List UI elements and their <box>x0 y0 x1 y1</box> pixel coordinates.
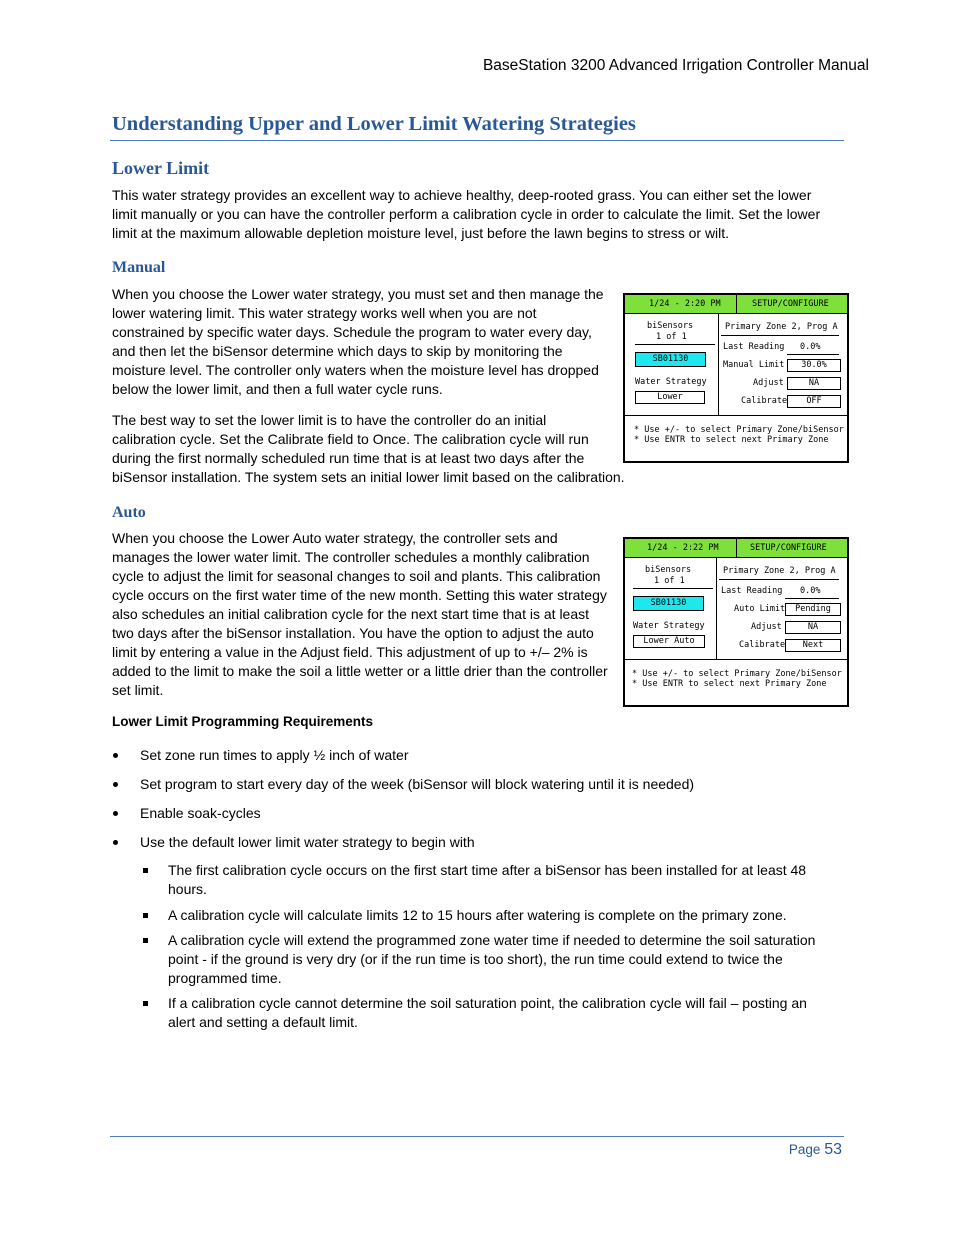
manual-paragraph-2-end: biSensor installation. The system sets an initial lower limit based on the calibration. <box>112 469 625 485</box>
last-reading-label: Last Reading <box>721 586 783 596</box>
limit-value: 30.0% <box>787 359 841 372</box>
bullet-marker <box>113 811 118 816</box>
controller-screen-auto <box>623 537 849 707</box>
requirement-sub-item: A calibration cycle will calculate limits 12 to 15 hours after watering is complete on the primary zone. <box>168 907 787 923</box>
limit-label: Manual Limit <box>723 360 785 370</box>
calibrate-value: OFF <box>787 395 841 408</box>
water-strategy-label: Water Strategy <box>635 377 707 387</box>
adjust-label: Adjust <box>753 378 784 388</box>
adjust-value: NA <box>785 621 841 634</box>
last-reading-value: 0.0% <box>800 586 821 596</box>
screen-help-2: * Use ENTR to select next Primary Zone <box>634 435 829 445</box>
sub-bullet-marker <box>143 1001 148 1006</box>
water-strategy-value: Lower <box>635 391 705 404</box>
manual-paragraph-2: The best way to set the lower limit is to have the controller do an initial calibration cycle. Set the Calibrate field to Once. The calibration cycle will run during the first normally scheduled run time that is at least two days after the <box>112 412 589 466</box>
section-title: Understanding Upper and Lower Limit Watering Strategies <box>112 113 636 135</box>
title-divider <box>110 140 844 141</box>
screen-help-1: * Use +/- to select Primary Zone/biSensor <box>632 669 842 679</box>
bisensors-label: biSensors <box>647 321 694 331</box>
bisensors-label: biSensors <box>645 565 692 575</box>
screen-status-bar <box>625 539 847 558</box>
bisensor-count: 1 of 1 <box>656 332 687 342</box>
manual-paragraph-1: When you choose the Lower water strategy, you must set and then manage the lower watering limit. This water strategy works well when you are not constrained by specific water days. Schedule the program to water every day, and then let the biSensor determine which days to skip by monitoring the moisture level. The controller only waters when the moisture level has dropped below the lower limit, and then a full water cycle runs. <box>112 286 604 397</box>
page-number <box>789 1141 842 1159</box>
auto-paragraph: When you choose the Lower Auto water strategy, the controller sets and manages the lower water limit. The controller schedules a monthly calibration cycle to adjust the limit for seasonal changes to soil and plants. This calibration cycle occurs on the first water time of the new month. Setting this water strategy also schedules an initial calibration cycle for the next start time that is at least two days after the biSensor installation. You have the option to adjust the auto limit by entering a value in the Adjust field. This adjustment of up to +/– 2% is added to the limit to make the soil a little wetter or a little drier than the controller set limit. <box>112 530 608 698</box>
requirement-sub-item: The first calibration cycle occurs on the first start time after a biSensor has been installed for at least 48 hours. <box>168 862 807 897</box>
screen-time: 1/24 - 2:22 PM <box>647 543 719 553</box>
sub-bullet-marker <box>143 938 148 943</box>
calibrate-label: Calibrate <box>739 640 786 650</box>
screen-status-bar <box>625 295 847 314</box>
requirement-item: Set zone run times to apply ½ inch of water <box>140 747 409 763</box>
bullet-marker <box>113 782 118 787</box>
footer-divider <box>110 1136 844 1137</box>
requirement-sub-item: A calibration cycle will extend the programmed zone water time if needed to determine the soil saturation point - if the ground is very dry (or if the run time is too short), the run time could extend to twice the programmed time. <box>168 932 816 986</box>
sub-bullet-marker <box>143 913 148 918</box>
auto-heading: Auto <box>112 504 146 521</box>
screen-mode: SETUP/CONFIGURE <box>752 299 829 309</box>
limit-value: Pending <box>785 603 841 616</box>
bisensor-id: SB01130 <box>635 352 706 367</box>
requirement-sub-item: If a calibration cycle cannot determine the soil saturation point, the calibration cycle will fail – posting an alert and setting a default limit. <box>168 995 807 1030</box>
water-strategy-label: Water Strategy <box>633 621 705 631</box>
adjust-value: NA <box>787 377 841 390</box>
screen-mode: SETUP/CONFIGURE <box>750 543 827 553</box>
sub-bullet-marker <box>143 868 148 873</box>
manual-title: BaseStation 3200 Advanced Irrigation Controller Manual <box>482 57 869 74</box>
bisensor-count: 1 of 1 <box>654 576 685 586</box>
bisensor-id: SB01130 <box>633 596 704 611</box>
manual-heading: Manual <box>112 259 166 276</box>
primary-zone: Primary Zone 2, Prog A <box>725 322 838 332</box>
calibrate-value: Next <box>785 639 841 652</box>
bullet-marker <box>113 753 118 758</box>
lower-limit-intro: This water strategy provides an excellent way to achieve healthy, deep-rooted grass. You can either set the lower limit manually or you can have the controller perform a calibration cycle in order to calculate the limit. Set the lower limit at the maximum allowable depletion moisture level, just before the lawn begins to stress or wilt. <box>112 187 821 241</box>
requirement-item: Use the default lower limit water strategy to begin with <box>140 834 475 850</box>
primary-zone: Primary Zone 2, Prog A <box>723 566 836 576</box>
calibrate-label: Calibrate <box>741 396 788 406</box>
bullet-marker <box>113 840 118 845</box>
lower-limit-heading: Lower Limit <box>112 158 210 178</box>
page-label: Page <box>788 1142 821 1157</box>
adjust-label: Adjust <box>751 622 782 632</box>
page-number-value: 53 <box>824 1141 842 1158</box>
screen-time: 1/24 - 2:20 PM <box>649 299 721 309</box>
screen-help-1: * Use +/- to select Primary Zone/biSensor <box>634 425 844 435</box>
water-strategy-value: Lower Auto <box>633 635 705 648</box>
last-reading-label: Last Reading <box>723 342 785 352</box>
screen-help-2: * Use ENTR to select next Primary Zone <box>632 679 827 689</box>
requirement-item: Set program to start every day of the week (biSensor will block watering until it is needed) <box>140 776 695 792</box>
requirements-heading: Lower Limit Programming Requirements <box>112 714 374 729</box>
last-reading-value: 0.0% <box>800 342 821 352</box>
limit-label: Auto Limit <box>734 604 786 614</box>
requirement-item: Enable soak-cycles <box>140 805 261 821</box>
controller-screen-manual <box>623 293 849 463</box>
